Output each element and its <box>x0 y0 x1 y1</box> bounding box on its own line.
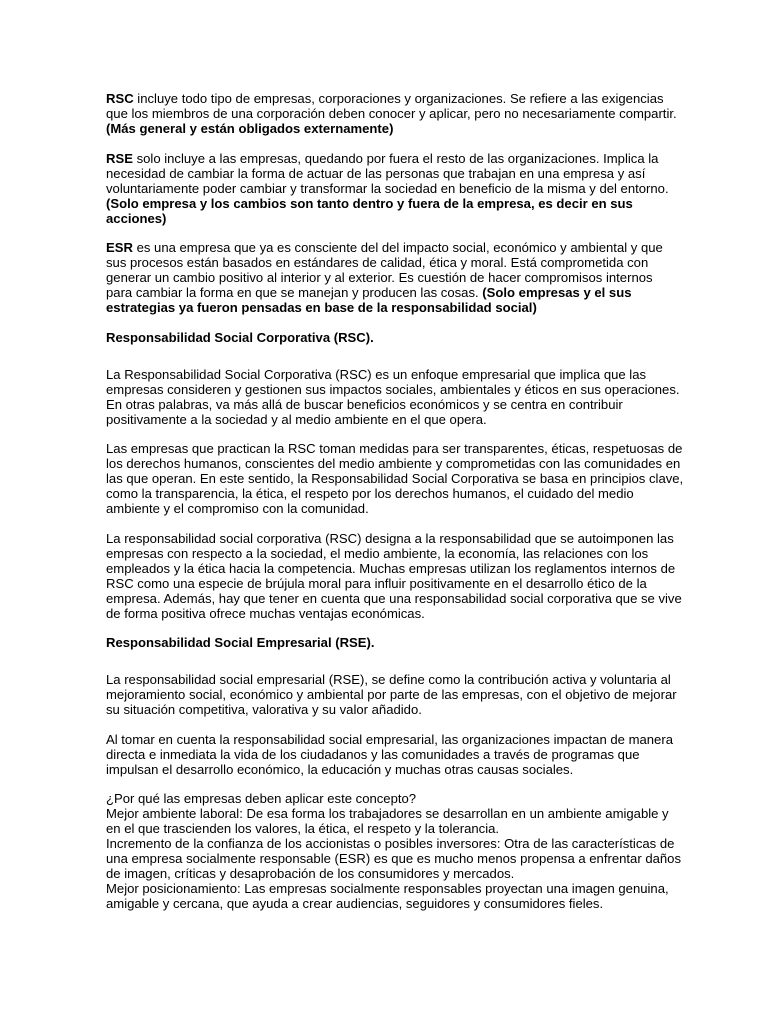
rsc-paragraph-2: Las empresas que practican la RSC toman medidas para ser transparentes, éticas, respetuosas de los derechos humanos, conscientes del medio ambiente y comprometidas con las comunidades en las que operan. En este sentido, la Responsabilidad Social Corporativa se basa en principios clave, como la transparencia, la ética, el respeto por los derechos humanos, el cuidado del medio ambiente y el compromiso con la comunidad. <box>106 441 684 516</box>
rsc-definition: RSC incluye todo tipo de empresas, corporaciones y organizaciones. Se refiere a las exigencias que los miembros de una corporación deben conocer y aplicar, pero no necesariamente compartir. (Más general y están obligados externamente) <box>106 91 677 136</box>
esr-definition: ESR es una empresa que ya es consciente del del impacto social, económico y ambiental y que sus procesos están basados en estándares de calidad, ética y moral. Está comprometida con generar un cambio positivo al interior y al exterior. Es cuestión de hacer compromisos internos para cambiar la forma en que se manejan y producen las cosas. (Solo empresas y el sus estrategias ya fueron pensadas en base de la responsabilidad social) <box>106 240 663 315</box>
esr-term: ESR <box>106 240 133 255</box>
question-line: ¿Por qué las empresas deben aplicar este concepto? <box>106 791 417 806</box>
rsc-note: (Más general y están obligados externamente) <box>106 121 394 136</box>
rse-paragraph-1: La responsabilidad social empresarial (RSE), se define como la contribución activa y voluntaria al mejoramiento social, económico y ambiental por parte de las empresas, con el objetivo de mejorar su situación competitiva, valorativa y su valor añadido. <box>106 672 677 717</box>
rse-term: RSE <box>106 150 133 166</box>
rse-definition: RSE solo incluye a las empresas, quedando por fuera el resto de las organizaciones. Implica la necesidad de cambiar la forma de actuar de las personas que trabajan en una empresa y así voluntariamente poder cambiar y transformar la sociedad en beneficio de la misma y del entorno. (Solo empresa y los cambios son tanto dentro y fuera de la empresa, es decir en sus acciones) <box>106 150 669 226</box>
rsc-term: RSC <box>106 91 134 106</box>
rse-paragraph-3: ¿Por qué las empresas deben aplicar este concepto? Mejor ambiente laboral: De esa forma los trabajadores se desarrollan en un ambiente amigable y en el que trascienden los valores, la ética, el respeto y la tolerancia. Incremento de la confianza de los accionistas o posibles inversores: Otra de las características de una empresa socialmente responsable (ESR) es que es mucho menos propensa a enfrentar daños de imagen, críticas y desaprobación de los consumidores y mercados. Mejor posicionamiento: Las empresas socialmente responsables proyectan una imagen genuina, amigable y cercana, que ayuda a crear audiencias, seguidores y consumidores fieles. <box>106 791 681 911</box>
rsc-heading: Responsabilidad Social Corporativa (RSC). <box>106 329 374 345</box>
rse-heading: Responsabilidad Social Empresarial (RSE). <box>106 635 375 650</box>
rse-paragraph-2: Al tomar en cuenta la responsabilidad social empresarial, las organizaciones impactan de manera directa e inmediata la vida de los ciudadanos y las comunidades a través de programas que impulsan el desarrollo económico, la educación y muchas otras causas sociales. <box>106 731 673 777</box>
rse-note: (Solo empresa y los cambios son tanto dentro y fuera de la empresa, es decir en sus <box>106 195 633 211</box>
rsc-paragraph-1: La Responsabilidad Social Corporativa (RSC) es un enfoque empresarial que implica que las empresas consideren y gestionen sus impactos sociales, ambientales y éticos en sus operaciones. En otras palabras, va más allá de buscar beneficios económicos y se centra en contribuir positivamente a la sociedad y al medio ambiente en el que opera. <box>106 366 680 427</box>
rsc-paragraph-3: La responsabilidad social corporativa (RSC) designa a la responsabilidad que se autoimponen las empresas con respecto a la sociedad, el medio ambiente, la economía, las relaciones con los empleados y la ética hacia la competencia. Muchas empresas utilizan los reglamentos internos de RSC como una especie de brújula moral para influir positivamente en el desarrollo ético de la empresa. Además, hay que tener en cuenta que una responsabilidad social corporativa que se vive de forma positiva ofrece muchas ventajas económicas. <box>106 530 682 621</box>
esr-note: (Solo empresas y el sus <box>482 285 632 300</box>
